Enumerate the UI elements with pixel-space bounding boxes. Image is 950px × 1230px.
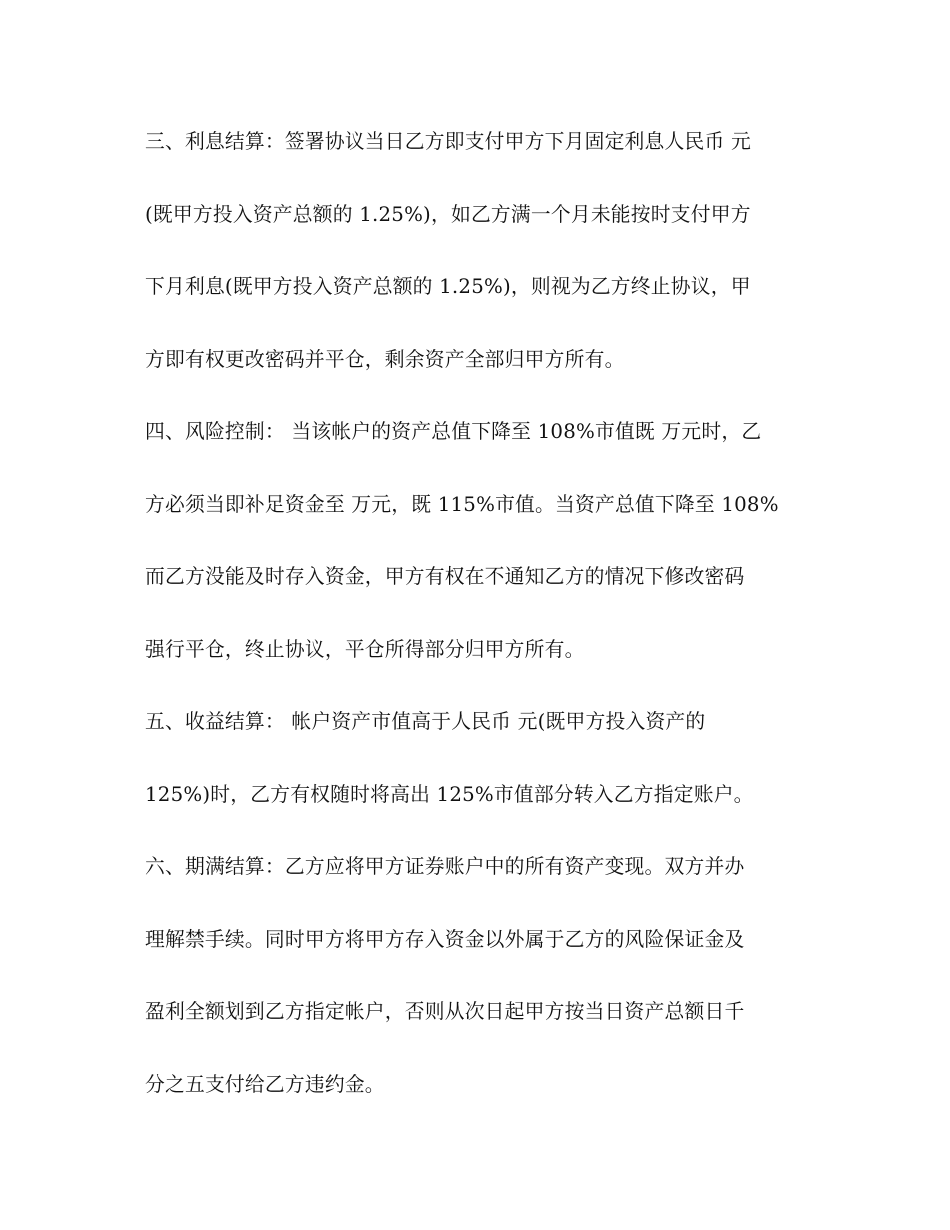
text-line: 四、风险控制： 当该帐户的资产总值下降至 108%市值既 万元时，乙 — [145, 420, 762, 443]
text-line: 五、收益结算： 帐户资产市值高于人民币 元(既甲方投入资产的 — [145, 710, 706, 733]
text-line: 分之五支付给乙方违约金。 — [145, 1072, 385, 1096]
text-line: 理解禁手续。同时甲方将甲方存入资金以外属于乙方的风险保证金及 — [145, 927, 745, 951]
text-line: 而乙方没能及时存入资金，甲方有权在不通知乙方的情况下修改密码 — [145, 565, 745, 588]
text-line: 方必须当即补足资金至 万元，既 115%市值。当资产总值下降至 108% — [145, 492, 779, 516]
text-line: 方即有权更改密码并平仓，剩余资产全部归甲方所有。 — [145, 347, 625, 371]
text-line: (既甲方投入资产总额的 1.25%)，如乙方满一个月未能按时支付甲方 — [145, 202, 751, 226]
text-line: 盈利全额划到乙方指定帐户，否则从次日起甲方按当日资产总额日千 — [145, 1000, 745, 1023]
text-line: 六、期满结算：乙方应将甲方证券账户中的所有资产变现。双方并办 — [145, 855, 745, 878]
text-line: 125%)时，乙方有权随时将高出 125%市值部分转入乙方指定账户。 — [145, 782, 754, 806]
document-body — [145, 124, 815, 1139]
text-line: 强行平仓，终止协议，平仓所得部分归甲方所有。 — [145, 637, 585, 661]
text-line: 下月利息(既甲方投入资产总额的 1.25%)，则视为乙方终止协议，甲 — [145, 275, 751, 298]
text-line: 三、利息结算：签署协议当日乙方即支付甲方下月固定利息人民币 元 — [145, 130, 751, 153]
